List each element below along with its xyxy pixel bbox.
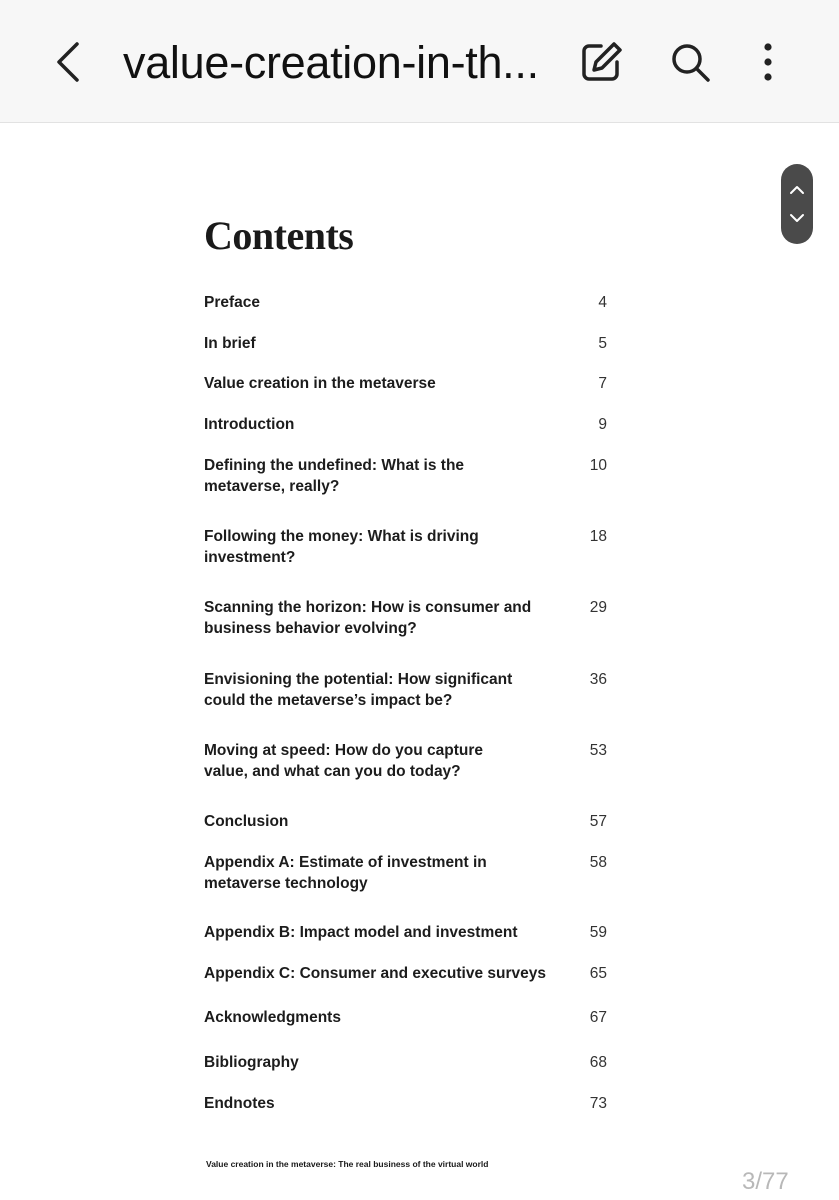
document-page — [0, 123, 839, 1200]
toc-entry-page: 53 — [589, 742, 607, 759]
toc-entry-title[interactable]: In brief — [204, 335, 256, 352]
toc-entry-title[interactable]: Conclusion — [204, 813, 289, 830]
toc-entry-page: 10 — [589, 457, 607, 474]
toc-entry-title[interactable]: Scanning the horizon: How is consumer and business behavior evolving? — [204, 599, 532, 637]
page-scroll-control — [781, 164, 813, 244]
toc-entry-title[interactable]: Defining the undefined: What is the metaverse, really? — [204, 457, 465, 495]
toc-entry-title[interactable]: Appendix C: Consumer and executive surveys — [204, 965, 546, 982]
back-button[interactable] — [44, 36, 92, 88]
search-icon — [668, 40, 712, 84]
top-toolbar — [0, 0, 839, 123]
page-footer: Value creation in the metaverse: The real business of the virtual world — [206, 1159, 489, 1169]
toc-entry-title[interactable]: Endnotes — [204, 1095, 275, 1112]
edit-icon — [579, 40, 623, 84]
toc-entry-page: 59 — [589, 924, 607, 941]
toc-entry-page: 65 — [589, 965, 607, 982]
toc-entry-title[interactable]: Appendix A: Estimate of investment in metaverse technology — [204, 854, 487, 892]
toc-entry-title[interactable]: Bibliography — [204, 1054, 299, 1071]
scroll-up-button[interactable] — [785, 178, 809, 202]
toc-entry-page: 5 — [598, 335, 607, 352]
toc-entry-title[interactable]: Envisioning the potential: How significant could the metaverse’s impact be? — [204, 671, 513, 709]
search-button[interactable] — [666, 38, 714, 86]
more-options-button[interactable] — [744, 38, 792, 86]
toc-entry-title[interactable]: Following the money: What is driving investment? — [204, 528, 479, 566]
toc-entry-page: 73 — [589, 1095, 607, 1112]
toc-entry-page: 4 — [598, 294, 607, 311]
toc-entry-page: 57 — [589, 813, 607, 830]
toc-entry-page: 58 — [589, 854, 607, 871]
toc-entry-page: 29 — [589, 599, 607, 616]
toc-entry-page: 18 — [589, 528, 607, 545]
chevron-up-icon — [789, 184, 805, 196]
toc-entry-title[interactable]: Appendix B: Impact model and investment — [204, 924, 518, 941]
toc-entry-title[interactable]: Moving at speed: How do you capture value, and what can you do today? — [204, 742, 484, 780]
chevron-left-icon — [53, 40, 83, 84]
toc-entry-page: 36 — [589, 671, 607, 688]
page-indicator: 3/77 — [742, 1168, 789, 1195]
toc-entry-page: 67 — [589, 1009, 607, 1026]
toc-entry-title[interactable]: Value creation in the metaverse — [204, 375, 436, 392]
chevron-down-icon — [789, 212, 805, 224]
scroll-down-button[interactable] — [785, 206, 809, 230]
contents-heading: Contents — [204, 213, 354, 258]
toc-entry-page: 9 — [598, 416, 607, 433]
edit-button[interactable] — [577, 38, 625, 86]
toc-entry-page: 68 — [589, 1054, 607, 1071]
toc-entry-title[interactable]: Preface — [204, 294, 261, 311]
document-title: value-creation-in-th... — [123, 37, 539, 88]
more-vertical-icon — [746, 40, 790, 84]
toc-entry-title[interactable]: Introduction — [204, 416, 295, 433]
toc-entry-page: 7 — [598, 375, 607, 392]
toc-entry-title[interactable]: Acknowledgments — [204, 1009, 341, 1026]
